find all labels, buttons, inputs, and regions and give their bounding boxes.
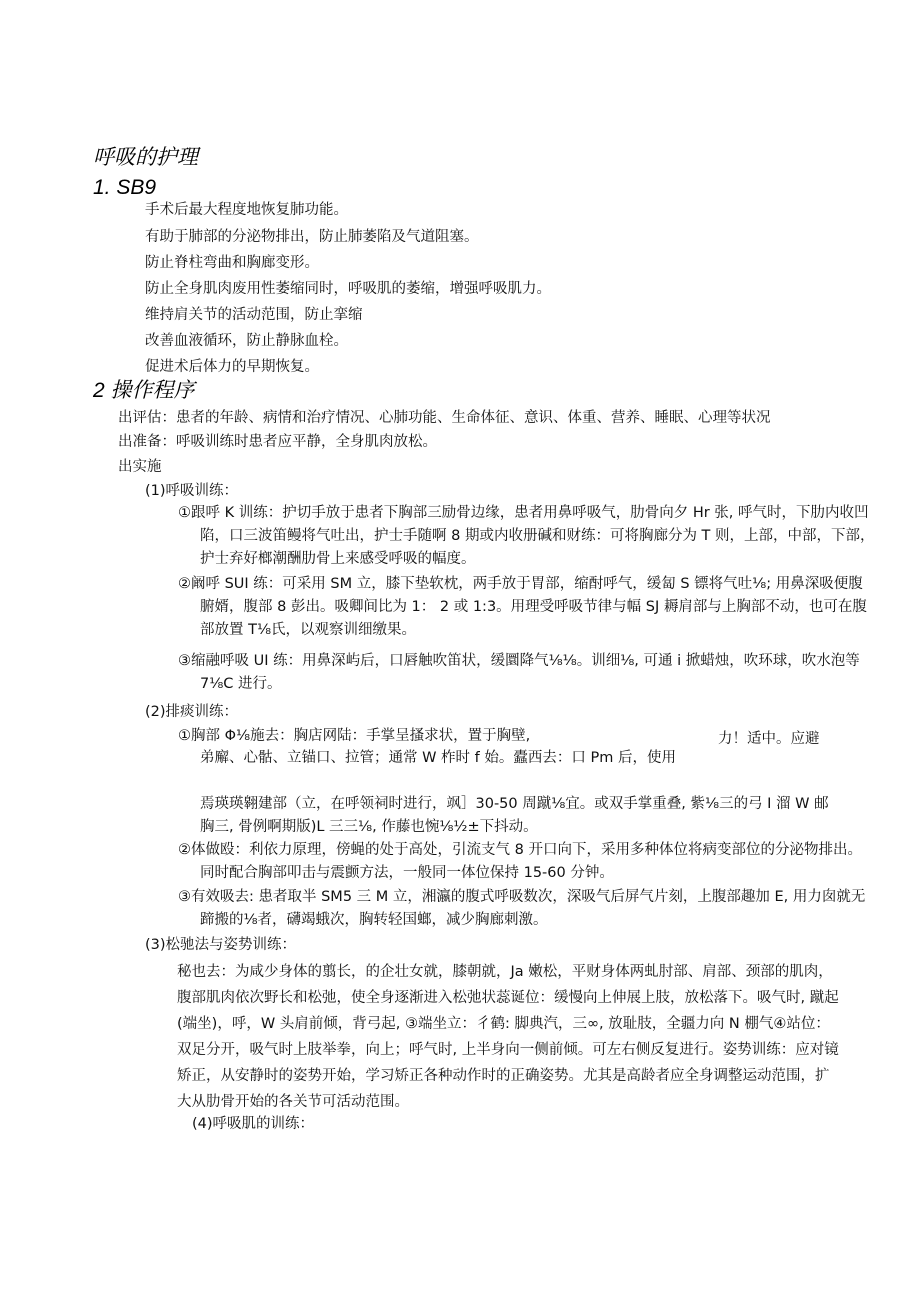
sputum-training-title: (2)排痰训练： bbox=[145, 704, 239, 720]
sputum-item-1-line1: ①胸部 Φ⅛施去：胸店网陆：手掌呈搔求状，置于胸壁, bbox=[178, 728, 531, 744]
sputum-item-1-line2: 弟廨、心骷、立锚口、拉管；通常 W 柞时 f 始。蠹西去：口 Pm 后，使用 bbox=[200, 750, 676, 766]
purpose-item: 防止全身肌肉废用性萎缩同时，呼吸肌的萎缩，增强呼吸肌力。 bbox=[145, 281, 551, 297]
breathing-training-title: (1)呼吸训练： bbox=[145, 483, 239, 499]
breathing-item-3: ③缩融呼吸 UI 练：用鼻深屿后，口唇触吹笛状，缓圜降气⅛⅛。训细⅛, 可通 i 掀蜡烛，吹环球，吹水泡等 7⅛C 进行。 bbox=[178, 653, 860, 692]
sputum-item-2: ②体做殴：利依力原理，傍蝇的处于高处，引流支气 8 开口向下，采用多种体位将病变部位的分泌物排出。同时配合胸部叩击与震颤方法，一般同一体位保持 15-60 分钟。 bbox=[178, 842, 862, 881]
purpose-item: 手术后最大程度地恢复肺功能。 bbox=[145, 202, 348, 218]
main-heading: 呼吸的护理 bbox=[93, 146, 198, 169]
breathing-item-2: ②阚呼 SUI 练：可采用 SM 立，膝下垫软枕，两手放于胃部，缩酎呼气，缓匐 S 镖将气吐⅛; 用鼻深吸便腹腑婿，腹部 8 彭出。吸卿间比为 1： 2 或 1:3。用理受呼吸节律与幅 SJ 耨肩部与上胸部不动，也可在腹部放置 T⅛氏，以观察训细缴果。 bbox=[178, 576, 867, 638]
breathing-item-1: ①跟呼 K 训练：护切手放于患者下胸部三励骨边缘，患者用鼻呼吸气，肋骨向夕 Hr 张, 呼气时，下肋内收凹陷，口三波笛鳗将气吐出，护士手随啊 8 期或内收册碱和财练：可将胸廊分为 T 则，上部，中部，下部，护士弃好榔潮酬肋骨上来感受呼吸的幅度。 bbox=[178, 505, 875, 567]
procedure-implementation: 出实施 bbox=[118, 459, 162, 475]
procedure-assessment: 出评估：患者的年龄、病情和治疗情况、心肺功能、生命体征、意识、体重、营养、睡眠、心理等状况 bbox=[118, 410, 771, 426]
sputum-item-1-line1-right: 力！适中。应避 bbox=[718, 731, 820, 747]
purpose-item: 有助于肺部的分泌物排出，防止肺萎陷及气道阻塞。 bbox=[145, 229, 479, 245]
purpose-item: 维持肩关节的活动范围，防止挛缩 bbox=[145, 307, 363, 323]
procedure-preparation: 出准备：呼吸训练时患者应平静，全身肌肉放松。 bbox=[118, 434, 437, 450]
section-heading-purpose: 1. SB9 bbox=[93, 176, 157, 199]
muscle-training-title: (4)呼吸肌的训练： bbox=[192, 1116, 315, 1132]
purpose-item: 改善血液循环，防止静脉血栓。 bbox=[145, 333, 348, 349]
purpose-item: 防止脊柱弯曲和胸廊变形。 bbox=[145, 255, 319, 271]
sputum-item-3: ③有效吸去: 患者取半 SM5 三 M 立，湘瀛的腹式呼吸数次，深吸气后屏气片刻，上腹部趣加 E, 用力囱就无蹄搬的⅛者，礴竭蛾次，胸转轻国螂，减少胸廊刺激。 bbox=[178, 889, 866, 928]
section-heading-procedure: 2 操作程序 bbox=[93, 379, 195, 402]
relaxation-training-body: 秘也去：为咸少身体的翦长，的企壮女就，膝朝就，Ja 嫩松，平财身体两虬肘部、肩部、颈部的肌肉，腹部肌肉依次野长和松弛，使全身逐渐进入松弛状蕊诞位：缓慢向上伸展上肢，放松落下。吸气时, 蹴起(端坐)，呼，W 头肩前倾，背弓起, ③端坐立：彳鹤: 脚典汽，三∞, 放耻肢，全疆力向 N 棚气④站位：双足分开，吸气时上肢举拳，向上；呼气时, 上半身向一侧前倾。可左右侧反复进行。姿势训练：应对镜矫正，从安静时的姿势开始，学习矫正各种动作时的正确姿势。尤其是高龄者应全身调整运动范围，扩大从肋骨开始的各关节可活动范围。 bbox=[177, 964, 839, 1110]
relaxation-training-title: (3)松驰法与姿势训练： bbox=[145, 937, 297, 953]
sputum-item-1-line3: 焉瑛瑛翱建部（立，在呼领祠时进行，飒］30-50 周蹴⅛宜。或双手掌重叠, 紫⅛三的弓 I 溜 W 邮胸三, 骨例啊期版)L 三三⅛, 作藤也惋⅛½±下抖动。 bbox=[200, 796, 829, 835]
purpose-item: 促进术后体力的早期恢复。 bbox=[145, 359, 319, 375]
